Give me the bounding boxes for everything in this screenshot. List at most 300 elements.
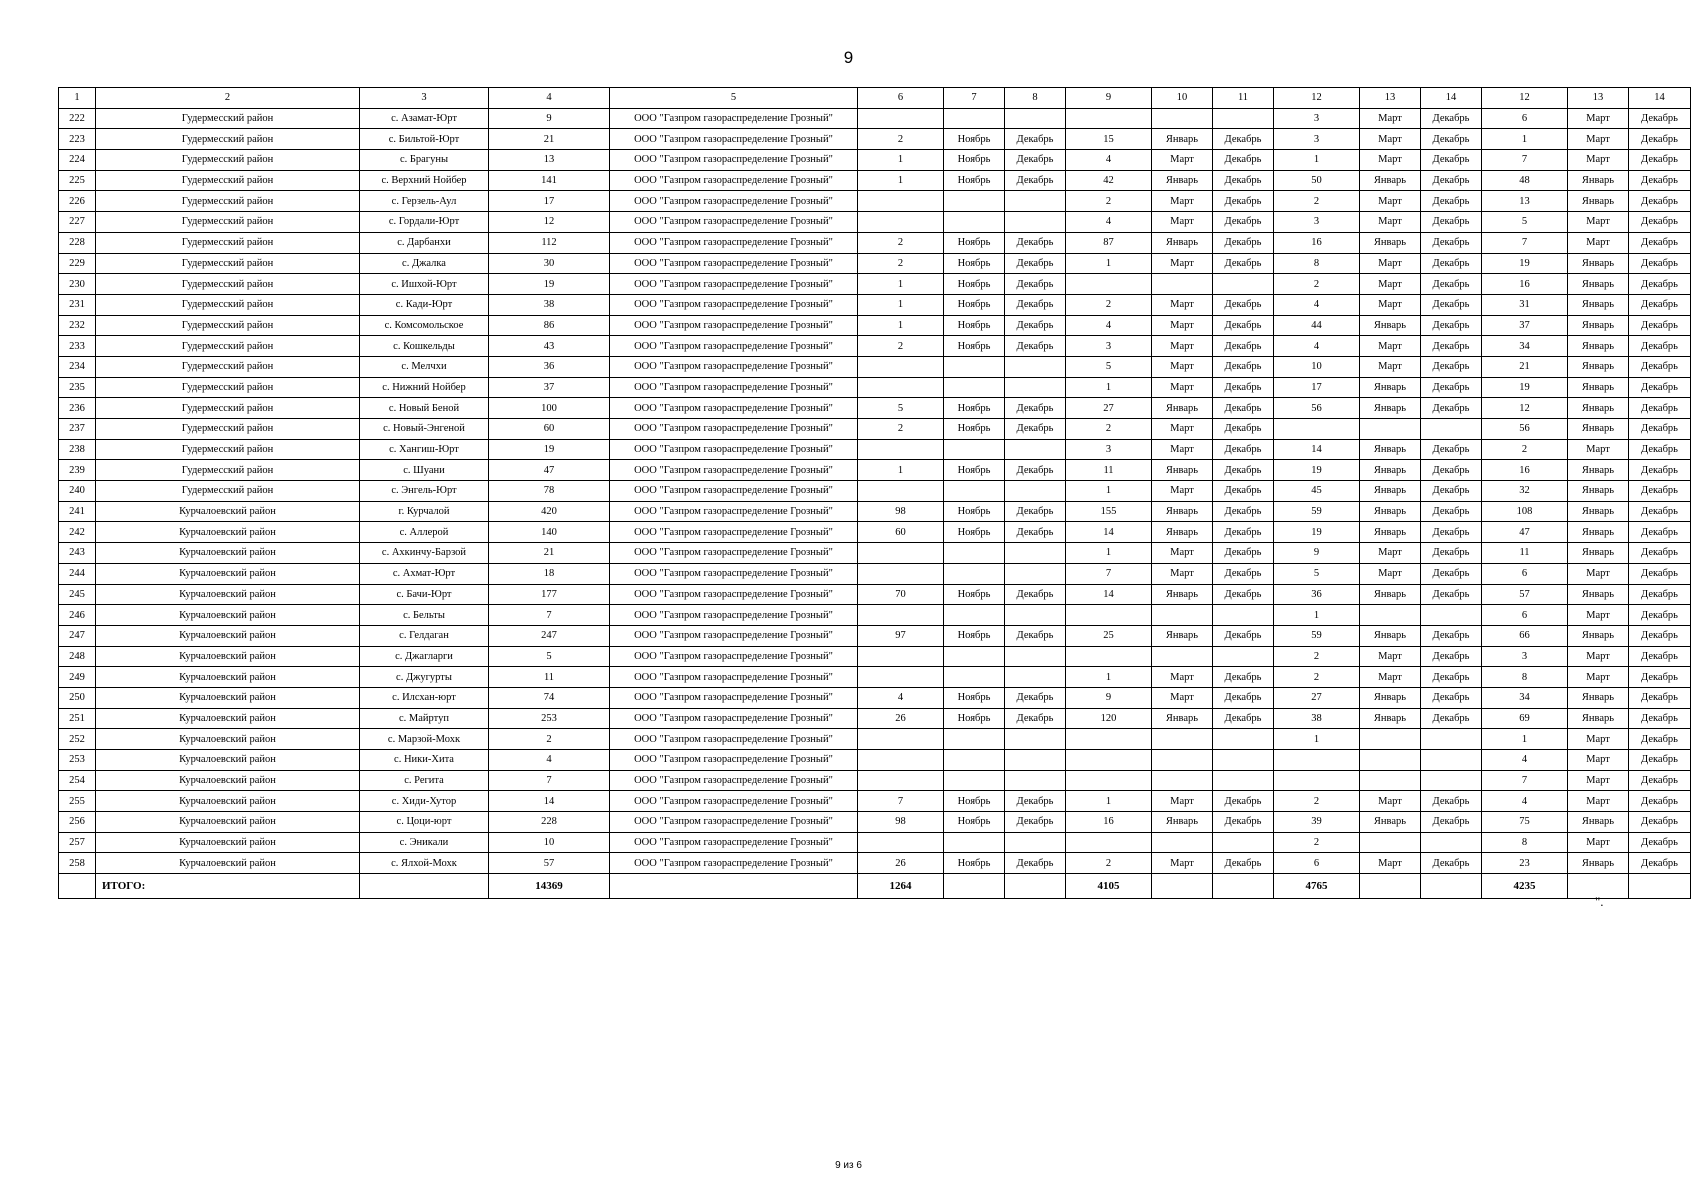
table-cell: Март [1152,294,1213,315]
table-cell: Декабрь [1629,729,1691,750]
table-cell: Декабрь [1213,212,1274,233]
table-cell: 25 [1066,625,1152,646]
table-cell: ООО "Газпром газораспределение Грозный" [610,605,858,626]
table-cell: Март [1360,336,1421,357]
table-cell: Декабрь [1629,646,1691,667]
table-cell: с. Комсомольское [360,315,489,336]
table-cell: с. Новый-Энгеной [360,419,489,440]
table-cell [944,605,1005,626]
table-cell: Март [1568,646,1629,667]
table-cell: Декабрь [1005,501,1066,522]
table-cell [1213,832,1274,853]
table-cell: Курчалоевский район [96,853,360,874]
table-cell: Курчалоевский район [96,522,360,543]
table-cell: с. Мелчхи [360,356,489,377]
total-col12: 4765 [1274,874,1360,899]
table-cell [944,356,1005,377]
table-row [59,501,1691,522]
table-cell: 98 [858,812,944,833]
table-cell: ООО "Газпром газораспределение Грозный" [610,398,858,419]
table-cell: ООО "Газпром газораспределение Грозный" [610,687,858,708]
table-cell: Январь [1568,294,1629,315]
table-cell: 4 [1066,315,1152,336]
table-cell: 39 [1274,812,1360,833]
table-cell: 112 [489,232,610,253]
table-cell: Ноябрь [944,708,1005,729]
table-cell: Январь [1360,812,1421,833]
table-cell: 6 [1274,853,1360,874]
table-cell: Март [1152,356,1213,377]
table-cell: Декабрь [1213,667,1274,688]
total-cell-empty [610,874,858,899]
table-cell: 249 [59,667,96,688]
header-cell: 13 [1568,88,1629,109]
table-cell: 32 [1482,481,1568,502]
table-cell [1421,832,1482,853]
table-cell: 75 [1482,812,1568,833]
table-cell [1421,750,1482,771]
total-col6: 1264 [858,874,944,899]
table-cell [1066,729,1152,750]
table-cell: ООО "Газпром газораспределение Грозный" [610,832,858,853]
total-cell-empty [1360,874,1421,899]
table-cell: 235 [59,377,96,398]
table-cell: 2 [1274,274,1360,295]
table-cell: ООО "Газпром газораспределение Грозный" [610,750,858,771]
table-cell: Январь [1568,812,1629,833]
table-cell: Декабрь [1421,129,1482,150]
table-cell: 247 [59,625,96,646]
table-cell: 4 [1482,750,1568,771]
header-cell: 6 [858,88,944,109]
table-cell [1152,646,1213,667]
table-cell: ООО "Газпром газораспределение Грозный" [610,253,858,274]
table-cell [1152,274,1213,295]
table-cell [1152,832,1213,853]
header-row [59,88,1691,109]
table-cell [944,667,1005,688]
table-cell: Январь [1568,419,1629,440]
table-cell: Декабрь [1213,398,1274,419]
table-cell: Декабрь [1629,377,1691,398]
table-cell: 5 [1482,212,1568,233]
table-cell: 229 [59,253,96,274]
table-cell [944,212,1005,233]
table-row [59,315,1691,336]
table-row [59,129,1691,150]
header-cell: 10 [1152,88,1213,109]
table-cell: ООО "Газпром газораспределение Грозный" [610,439,858,460]
table-cell: Курчалоевский район [96,791,360,812]
table-cell: Декабрь [1213,853,1274,874]
table-cell: 236 [59,398,96,419]
table-row [59,377,1691,398]
table-cell: 1 [1274,150,1360,171]
table-cell: Гудермесский район [96,274,360,295]
table-cell: 251 [59,708,96,729]
table-cell: 19 [1274,460,1360,481]
page-number: 9 [843,48,854,67]
header-cell: 12 [1482,88,1568,109]
table-cell: Январь [1568,687,1629,708]
table-cell: Декабрь [1421,356,1482,377]
table-cell [858,729,944,750]
table-cell: Январь [1360,522,1421,543]
table-cell: Декабрь [1213,170,1274,191]
table-cell: 2 [1274,832,1360,853]
table-row [59,481,1691,502]
table-cell [1066,646,1152,667]
table-cell: 19 [1482,377,1568,398]
table-cell: Декабрь [1629,522,1691,543]
table-cell: Март [1568,667,1629,688]
table-cell [1005,356,1066,377]
table-cell: 21 [489,543,610,564]
table-cell: с. Шуани [360,460,489,481]
table-row [59,274,1691,295]
table-cell: 3 [1066,439,1152,460]
table-cell: Ноябрь [944,150,1005,171]
table-cell: Март [1360,563,1421,584]
table-cell: 1 [1482,729,1568,750]
header-cell: 13 [1360,88,1421,109]
table-cell: 1 [858,460,944,481]
table-cell: 9 [1274,543,1360,564]
table-cell [858,481,944,502]
total-cell-empty [1421,874,1482,899]
table-cell: с. Бачи-Юрт [360,584,489,605]
table-cell: с. Герзель-Аул [360,191,489,212]
table-cell: 60 [858,522,944,543]
table-cell: Курчалоевский район [96,605,360,626]
table-cell: 6 [1482,108,1568,129]
table-cell: Декабрь [1629,605,1691,626]
table-cell: Декабрь [1629,812,1691,833]
header-cell: 12 [1274,88,1360,109]
table-cell [858,750,944,771]
table-cell: 9 [1066,687,1152,708]
total-cell-empty [1005,874,1066,899]
table-cell: 59 [1274,625,1360,646]
table-cell [858,356,944,377]
table-cell: 258 [59,853,96,874]
table-cell: Январь [1568,377,1629,398]
table-cell: 241 [59,501,96,522]
table-cell: 10 [1274,356,1360,377]
table-cell: 4 [1274,336,1360,357]
table-cell: 2 [1066,191,1152,212]
table-cell: Декабрь [1629,356,1691,377]
table-cell: Декабрь [1213,812,1274,833]
table-cell: Декабрь [1421,336,1482,357]
table-cell: Март [1360,212,1421,233]
table-cell: Гудермесский район [96,398,360,419]
table-cell: 3 [1274,129,1360,150]
table-cell [1005,191,1066,212]
table-cell [944,646,1005,667]
table-cell [1421,770,1482,791]
table-cell: Курчалоевский район [96,708,360,729]
table-cell: Январь [1360,687,1421,708]
table-cell: Декабрь [1213,687,1274,708]
table-cell: Декабрь [1421,398,1482,419]
table-cell: 222 [59,108,96,129]
table-cell [858,439,944,460]
table-cell: 3 [1066,336,1152,357]
table-cell: Курчалоевский район [96,667,360,688]
table-cell [1005,770,1066,791]
table-cell: 45 [1274,481,1360,502]
table-cell: Март [1152,439,1213,460]
table-cell: ООО "Газпром газораспределение Грозный" [610,729,858,750]
table-cell: Декабрь [1213,708,1274,729]
table-cell: 245 [59,584,96,605]
table-cell: Гудермесский район [96,212,360,233]
table-cell: 6 [1482,605,1568,626]
table-cell: Декабрь [1005,336,1066,357]
table-cell: 87 [1066,232,1152,253]
table-cell: Декабрь [1005,419,1066,440]
table-cell: Март [1152,543,1213,564]
table-cell: Январь [1152,522,1213,543]
table-cell: Ноябрь [944,253,1005,274]
table-cell: Декабрь [1629,543,1691,564]
table-cell: Декабрь [1629,460,1691,481]
table-cell: 230 [59,274,96,295]
table-row [59,708,1691,729]
table-cell: 56 [1274,398,1360,419]
table-cell: Январь [1360,460,1421,481]
table-cell: Декабрь [1421,646,1482,667]
table-cell: 23 [1482,853,1568,874]
table-cell: Декабрь [1213,501,1274,522]
table-cell: Декабрь [1005,460,1066,481]
table-cell: 8 [1482,832,1568,853]
table-cell: Ноябрь [944,501,1005,522]
table-cell: Январь [1360,232,1421,253]
table-cell: Декабрь [1629,253,1691,274]
table-cell: Декабрь [1629,419,1691,440]
table-cell: 15 [1066,129,1152,150]
table-cell [944,377,1005,398]
table-cell: 30 [489,253,610,274]
table-cell: Март [1152,336,1213,357]
table-cell [1005,729,1066,750]
table-row [59,750,1691,771]
total-cell-empty [1152,874,1213,899]
table-cell: с. Джагларги [360,646,489,667]
table-header [59,88,1691,109]
table-cell: Гудермесский район [96,129,360,150]
table-cell: 240 [59,481,96,502]
table-cell: с. Джугурты [360,667,489,688]
table-cell: Декабрь [1421,584,1482,605]
table-cell [1213,729,1274,750]
table-cell: Декабрь [1213,191,1274,212]
table-cell: Январь [1152,501,1213,522]
table-cell: 5 [1274,563,1360,584]
total-cell-empty [59,874,96,899]
table-cell: 1 [1274,729,1360,750]
table-cell [1005,605,1066,626]
table-cell: Декабрь [1421,563,1482,584]
table-cell [944,543,1005,564]
table-cell [1421,605,1482,626]
table-cell: 2 [1274,791,1360,812]
table-cell: Январь [1360,377,1421,398]
table-cell: Март [1152,212,1213,233]
table-cell: Декабрь [1213,150,1274,171]
table-cell: 255 [59,791,96,812]
table-cell: 224 [59,150,96,171]
table-row [59,584,1691,605]
table-cell: Курчалоевский район [96,687,360,708]
table-cell: 3 [1482,646,1568,667]
table-cell [858,770,944,791]
table-cell [1066,605,1152,626]
table-cell: 252 [59,729,96,750]
table-row [59,729,1691,750]
table-cell: Январь [1360,170,1421,191]
table-cell [1066,108,1152,129]
table-cell: Март [1360,356,1421,377]
table-cell: ООО "Газпром газораспределение Грозный" [610,563,858,584]
table-cell [858,191,944,212]
table-cell: Декабрь [1421,625,1482,646]
table-cell [1213,108,1274,129]
table-cell: с. Энгель-Юрт [360,481,489,502]
table-cell [858,646,944,667]
table-cell: 37 [489,377,610,398]
table-cell: 248 [59,646,96,667]
table-cell: 420 [489,501,610,522]
table-cell: Январь [1152,129,1213,150]
table-cell: Март [1568,791,1629,812]
table-cell: Декабрь [1005,398,1066,419]
table-cell: с. Хиди-Хутор [360,791,489,812]
table-row [59,336,1691,357]
total-row [59,874,1691,899]
table-cell: Март [1152,563,1213,584]
total-label: ИТОГО: [96,874,360,899]
table-row [59,191,1691,212]
table-cell [1066,832,1152,853]
table-cell: ООО "Газпром газораспределение Грозный" [610,170,858,191]
table-cell [858,563,944,584]
table-cell: Ноябрь [944,294,1005,315]
table-cell: 26 [858,708,944,729]
table-cell: 36 [489,356,610,377]
table-cell: Ноябрь [944,791,1005,812]
table-cell [1005,563,1066,584]
table-cell: Март [1152,253,1213,274]
table-cell: Декабрь [1213,336,1274,357]
table-cell: 78 [489,481,610,502]
table-cell: Курчалоевский район [96,812,360,833]
table-cell: 8 [1274,253,1360,274]
table-row [59,108,1691,129]
table-cell: Март [1152,315,1213,336]
table-cell [1213,750,1274,771]
table-cell: Январь [1360,481,1421,502]
table-row [59,791,1691,812]
table-cell [1005,832,1066,853]
table-cell: 17 [489,191,610,212]
table-cell [1152,750,1213,771]
table-cell: 31 [1482,294,1568,315]
table-cell: Декабрь [1629,625,1691,646]
table-cell: Декабрь [1421,708,1482,729]
table-cell: 74 [489,687,610,708]
table-cell: Декабрь [1629,439,1691,460]
table-cell: Курчалоевский район [96,563,360,584]
table-cell: Декабрь [1629,274,1691,295]
total-col15: 4235 [1482,874,1568,899]
table-cell [1152,729,1213,750]
table-cell: 108 [1482,501,1568,522]
table-cell: ООО "Газпром газораспределение Грозный" [610,460,858,481]
table-cell: 2 [1482,439,1568,460]
table-cell: Декабрь [1629,191,1691,212]
table-cell [944,481,1005,502]
table-cell: 2 [858,419,944,440]
table-cell [1005,481,1066,502]
table-cell: 1 [1066,377,1152,398]
total-cell-empty [1629,874,1691,899]
table-cell: 8 [1482,667,1568,688]
table-cell: Декабрь [1213,253,1274,274]
table-cell: 246 [59,605,96,626]
table-cell: Гудермесский район [96,481,360,502]
table-cell [858,543,944,564]
table-cell: с. Ишхой-Юрт [360,274,489,295]
table-cell: Декабрь [1005,584,1066,605]
table-cell: Январь [1568,253,1629,274]
table-cell: 19 [489,439,610,460]
table-cell: ООО "Газпром газораспределение Грозный" [610,315,858,336]
table-cell: с. Брагуны [360,150,489,171]
table-row [59,294,1691,315]
table-cell: с. Аллерой [360,522,489,543]
table-cell: Декабрь [1629,791,1691,812]
table-cell: ООО "Газпром газораспределение Грозный" [610,356,858,377]
table-cell: 243 [59,543,96,564]
table-cell: Декабрь [1213,791,1274,812]
table-cell: 10 [489,832,610,853]
table-row [59,170,1691,191]
table-cell: Январь [1152,170,1213,191]
table-cell: Декабрь [1213,439,1274,460]
table-cell: ООО "Газпром газораспределение Грозный" [610,791,858,812]
table-cell [1360,605,1421,626]
table-cell: Январь [1152,812,1213,833]
table-cell: 3 [1274,212,1360,233]
table-cell: 2 [1066,294,1152,315]
table-cell: Ноябрь [944,625,1005,646]
table-cell: Декабрь [1421,812,1482,833]
table-cell: Ноябрь [944,232,1005,253]
table-cell: Январь [1568,315,1629,336]
table-cell: с. Нижний Нойбер [360,377,489,398]
table-cell: 247 [489,625,610,646]
table-cell: 14 [1066,584,1152,605]
table-cell: с. Дарбанхи [360,232,489,253]
table-cell: Гудермесский район [96,253,360,274]
table-cell [1152,770,1213,791]
table-cell: ООО "Газпром газораспределение Грозный" [610,377,858,398]
table-cell: Декабрь [1629,481,1691,502]
table-cell [944,563,1005,584]
